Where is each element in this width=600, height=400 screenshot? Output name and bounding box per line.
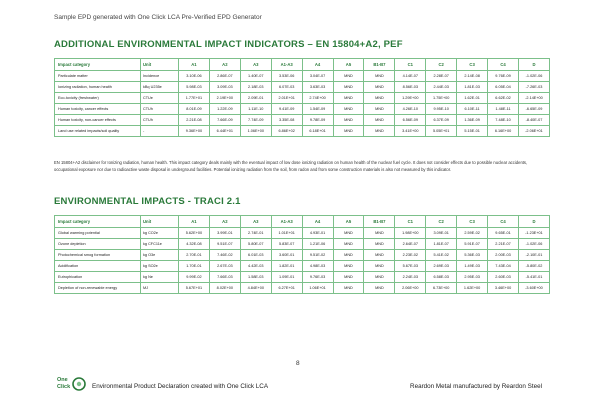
value-cell: 1.29E+00 — [395, 93, 426, 104]
value-cell: MND — [364, 228, 395, 239]
table-row — [55, 261, 550, 272]
impact-category-cell: Land use related impacts/soil quality — [55, 126, 141, 137]
value-cell: 2.64E-07 — [395, 239, 426, 250]
impact-category-cell: Human toxicity, cancer effects — [55, 104, 141, 115]
value-cell: 9.65E-01 — [488, 228, 519, 239]
value-cell: 5.98E-03 — [179, 82, 210, 93]
value-cell: 1.70E-01 — [179, 261, 210, 272]
page-header: Sample EPD generated with One Click LCA Pre-Verified EPD Generator — [54, 14, 262, 21]
value-cell: 2.67E-03 — [209, 261, 240, 272]
value-cell: -1.23E+01 — [518, 228, 549, 239]
value-cell: 5.80E-07 — [240, 239, 271, 250]
value-cell: 1.48E-11 — [488, 104, 519, 115]
value-cell: 4.42E-03 — [240, 261, 271, 272]
value-cell: MND — [364, 272, 395, 283]
table-row — [55, 283, 550, 294]
value-cell: 3.63E-03 — [302, 82, 333, 93]
column-header-c2: C2 — [426, 216, 457, 228]
value-cell: MND — [333, 82, 364, 93]
unit-cell: kg CO2e — [141, 228, 179, 239]
value-cell: 3.09E-01 — [426, 228, 457, 239]
value-cell: 2.44E-03 — [426, 82, 457, 93]
value-cell: 3.60E-01 — [271, 250, 302, 261]
value-cell: 6.05E-04 — [488, 82, 519, 93]
value-cell: -1.02E-06 — [518, 239, 549, 250]
column-header-c3: C3 — [457, 216, 488, 228]
column-header-d: D — [518, 216, 549, 228]
value-cell: 9.41E-09 — [271, 104, 302, 115]
value-cell: 2.14E-08 — [457, 71, 488, 82]
value-cell: MND — [333, 71, 364, 82]
column-header-c1: C1 — [395, 59, 426, 71]
value-cell: 6.01E-03 — [240, 250, 271, 261]
value-cell: 3.99E-01 — [209, 228, 240, 239]
value-cell: 2.21E-08 — [179, 115, 210, 126]
impact-category-cell: Depletion of non-renewable energy — [55, 283, 141, 294]
value-cell: 6.73E+00 — [426, 283, 457, 294]
value-cell: 7.43E-04 — [488, 261, 519, 272]
table-row — [55, 126, 550, 137]
column-header-a1-a3: A1-A3 — [271, 216, 302, 228]
column-header-c3: C3 — [457, 59, 488, 71]
value-cell: 2.18E-03 — [240, 82, 271, 93]
value-cell: 6.07E-03 — [271, 82, 302, 93]
column-header-a5: A5 — [333, 216, 364, 228]
logo-dot-icon — [77, 382, 81, 386]
column-header-a2: A2 — [209, 216, 240, 228]
column-header-a1: A1 — [179, 59, 210, 71]
value-cell: 1.77E+01 — [179, 93, 210, 104]
table-header-row — [55, 216, 550, 228]
value-cell: 3.53E-06 — [271, 71, 302, 82]
column-header-unit: Unit — [141, 59, 179, 71]
value-cell: 7.48E-10 — [488, 115, 519, 126]
value-cell: 2.86E-07 — [209, 71, 240, 82]
unit-cell: kBq U235e — [141, 82, 179, 93]
value-cell: MND — [333, 261, 364, 272]
value-cell: 1.11E-10 — [240, 104, 271, 115]
value-cell: 9.95E-10 — [426, 104, 457, 115]
value-cell: 2.09E-01 — [240, 93, 271, 104]
value-cell: 6.10E-11 — [457, 104, 488, 115]
value-cell: 4.26E-10 — [395, 104, 426, 115]
disclaimer-note: EN 15804+A2 disclaimer for Ionizing radiation, human health. This impact category deals mainly with the eventual impact of low dose ionizing radiation on human health of the nuclear fuel cycle. It does not consider effects due to possible nuclear accidents, occupational exposure nor due to radioactive waste disposal in underground facilities. Potential ionizing radiation from the soil, from radon and from some construction materials is also not measured by this indicator. — [54, 160, 528, 172]
table-row — [55, 115, 550, 126]
unit-cell: kg SO2e — [141, 261, 179, 272]
value-cell: 2.28E-07 — [426, 71, 457, 82]
value-cell: 5.67E+01 — [179, 283, 210, 294]
column-header-c1: C1 — [395, 216, 426, 228]
impact-category-cell: Human toxicity, non-cancer effects — [55, 115, 141, 126]
column-header-a3: A3 — [240, 59, 271, 71]
value-cell: 2.21E-07 — [488, 239, 519, 250]
value-cell: 5.41E-02 — [426, 250, 457, 261]
value-cell: -7.26E-03 — [518, 82, 549, 93]
value-cell: 1.09E-01 — [271, 272, 302, 283]
value-cell: 1.36E-09 — [457, 115, 488, 126]
value-cell: MND — [364, 71, 395, 82]
value-cell: MND — [364, 239, 395, 250]
value-cell: MND — [333, 126, 364, 137]
value-cell: 5.67E-03 — [395, 261, 426, 272]
value-cell: MND — [364, 250, 395, 261]
value-cell: MND — [333, 228, 364, 239]
column-header-a5: A5 — [333, 59, 364, 71]
value-cell: 2.23E-02 — [395, 250, 426, 261]
footer-right-text: Reardon Metal manufactured by Reardon Steel — [410, 383, 542, 390]
value-cell: 1.75E+00 — [426, 93, 457, 104]
one-click-lca-logo — [56, 374, 88, 392]
value-cell: 2.24E-03 — [395, 272, 426, 283]
table-row — [55, 272, 550, 283]
value-cell: MND — [364, 93, 395, 104]
table-row — [55, 250, 550, 261]
value-cell: 1.81E-03 — [457, 82, 488, 93]
value-cell: 5.62E+00 — [179, 228, 210, 239]
value-cell: MND — [333, 239, 364, 250]
unit-cell: MJ — [141, 283, 179, 294]
value-cell: 6.18E+01 — [302, 126, 333, 137]
value-cell: 2.74E+00 — [302, 93, 333, 104]
impact-category-cell: Eco-toxicity (freshwater) — [55, 93, 141, 104]
value-cell: MND — [333, 93, 364, 104]
impact-category-cell: Particulate matter — [55, 71, 141, 82]
column-header-a4: A4 — [302, 216, 333, 228]
value-cell: 1.62E+00 — [457, 283, 488, 294]
value-cell: 9.76E-03 — [302, 272, 333, 283]
logo-text-click: Click — [57, 384, 71, 390]
value-cell: 1.06E+01 — [302, 283, 333, 294]
unit-cell: Incidence — [141, 71, 179, 82]
table-row — [55, 71, 550, 82]
value-cell: 2.95E-03 — [457, 272, 488, 283]
value-cell: 2.19E+00 — [209, 93, 240, 104]
column-header-b1-b7: B1-B7 — [364, 216, 395, 228]
value-cell: 2.74E-01 — [240, 228, 271, 239]
page-number: 8 — [296, 360, 300, 367]
column-header-category: Impact category — [55, 216, 141, 228]
unit-cell: kg CFC11e — [141, 239, 179, 250]
column-header-a3: A3 — [240, 216, 271, 228]
value-cell: MND — [364, 82, 395, 93]
table-row — [55, 93, 550, 104]
value-cell: -2.06E+01 — [518, 126, 549, 137]
additional-indicators-table — [54, 58, 550, 137]
value-cell: 2.70E-01 — [179, 250, 210, 261]
table-row — [55, 239, 550, 250]
value-cell: 1.01E+01 — [271, 228, 302, 239]
value-cell: 1.22E-09 — [209, 104, 240, 115]
section-title-additional-indicators: ADDITIONAL ENVIRONMENTAL IMPACT INDICATORS – EN 15804+A2, PEF — [54, 39, 403, 50]
value-cell: 6.62E-02 — [488, 93, 519, 104]
value-cell: MND — [364, 104, 395, 115]
value-cell: 3.09E-03 — [209, 82, 240, 93]
section-title-traci: ENVIRONMENTAL IMPACTS - TRACI 2.1 — [54, 196, 241, 207]
value-cell: 7.46E-02 — [209, 250, 240, 261]
value-cell: 5.36E-03 — [457, 250, 488, 261]
value-cell: 7.66E-03 — [209, 272, 240, 283]
value-cell: 1.82E-01 — [271, 261, 302, 272]
value-cell: -5.41E-01 — [518, 272, 549, 283]
logo-text-one: One — [57, 377, 68, 383]
column-header-a4: A4 — [302, 59, 333, 71]
value-cell: 3.41E+00 — [395, 126, 426, 137]
impact-category-cell: Eutrophication — [55, 272, 141, 283]
value-cell: 2.01E+01 — [271, 93, 302, 104]
value-cell: 8.56E-03 — [395, 82, 426, 93]
value-cell: -5.80E-02 — [518, 261, 549, 272]
unit-cell: - — [141, 126, 179, 137]
column-header-a1: A1 — [179, 216, 210, 228]
column-header-b1-b7: B1-B7 — [364, 59, 395, 71]
column-header-c4: C4 — [488, 59, 519, 71]
value-cell: -2.14E+00 — [518, 93, 549, 104]
column-header-d: D — [518, 59, 549, 71]
value-cell: 9.51E-07 — [209, 239, 240, 250]
value-cell: 2.69E-03 — [426, 261, 457, 272]
column-header-c2: C2 — [426, 59, 457, 71]
value-cell: 1.98E+00 — [395, 228, 426, 239]
unit-cell: CTUh — [141, 115, 179, 126]
value-cell: 4.84E+00 — [240, 283, 271, 294]
value-cell: 1.06E+00 — [240, 126, 271, 137]
value-cell: 9.78E-09 — [302, 115, 333, 126]
value-cell: MND — [333, 272, 364, 283]
value-cell: 2.00E-03 — [488, 250, 519, 261]
value-cell: MND — [364, 261, 395, 272]
unit-cell: kg O3e — [141, 250, 179, 261]
value-cell: MND — [333, 283, 364, 294]
value-cell: 5.15E-01 — [457, 126, 488, 137]
value-cell: 1.40E-07 — [240, 71, 271, 82]
value-cell: 1.62E-01 — [457, 93, 488, 104]
value-cell: 3.46E+00 — [488, 283, 519, 294]
value-cell: -8.40E-07 — [518, 115, 549, 126]
value-cell: -6.65E-09 — [518, 104, 549, 115]
value-cell: 5.05E+01 — [426, 126, 457, 137]
impact-category-cell: Photochemical smog formation — [55, 250, 141, 261]
value-cell: 9.36E+00 — [179, 126, 210, 137]
value-cell: 8.01E-09 — [179, 104, 210, 115]
value-cell: 4.98E-03 — [302, 261, 333, 272]
value-cell: 1.49E-03 — [457, 261, 488, 272]
table-header-row — [55, 59, 550, 71]
unit-cell: kg Ne — [141, 272, 179, 283]
impact-category-cell: Global warming potential — [55, 228, 141, 239]
value-cell: -2.10E-01 — [518, 250, 549, 261]
value-cell: 1.58E-03 — [240, 272, 271, 283]
value-cell: 6.44E+01 — [209, 126, 240, 137]
value-cell: 7.74E-09 — [240, 115, 271, 126]
value-cell: MND — [364, 126, 395, 137]
value-cell: -3.60E+00 — [518, 283, 549, 294]
impact-category-cell: Ozone depletion — [55, 239, 141, 250]
value-cell: 9.99E-02 — [179, 272, 210, 283]
value-cell: 8.02E+00 — [209, 283, 240, 294]
value-cell: 6.86E+02 — [271, 126, 302, 137]
value-cell: MND — [364, 283, 395, 294]
value-cell: MND — [364, 115, 395, 126]
value-cell: 6.16E+00 — [488, 126, 519, 137]
value-cell: 4.32E-08 — [179, 239, 210, 250]
column-header-a1-a3: A1-A3 — [271, 59, 302, 71]
value-cell: MND — [333, 115, 364, 126]
value-cell: 1.54E-09 — [302, 104, 333, 115]
value-cell: 2.06E+00 — [395, 283, 426, 294]
value-cell: 2.59E-02 — [457, 228, 488, 239]
value-cell: 3.35E-08 — [271, 115, 302, 126]
value-cell: 6.37E-09 — [426, 115, 457, 126]
footer-left-text: Environmental Product Declaration created with One Click LCA — [92, 383, 269, 390]
unit-cell: CTUh — [141, 104, 179, 115]
value-cell: 1.21E-06 — [302, 239, 333, 250]
table-row — [55, 228, 550, 239]
value-cell: 3.10E-06 — [179, 71, 210, 82]
value-cell: 6.56E-09 — [395, 115, 426, 126]
value-cell: 6.27E+01 — [271, 283, 302, 294]
value-cell: 4.14E-07 — [395, 71, 426, 82]
column-header-c4: C4 — [488, 216, 519, 228]
value-cell: 7.66E-09 — [209, 115, 240, 126]
table-row — [55, 104, 550, 115]
column-header-a2: A2 — [209, 59, 240, 71]
value-cell: 9.76E-09 — [488, 71, 519, 82]
value-cell: 5.91E-07 — [457, 239, 488, 250]
value-cell: 4.93E-01 — [302, 228, 333, 239]
value-cell: 9.51E-02 — [302, 250, 333, 261]
value-cell: 3.04E-07 — [302, 71, 333, 82]
column-header-category: Impact category — [55, 59, 141, 71]
traci-impacts-table — [54, 215, 550, 294]
value-cell: 1.81E-07 — [426, 239, 457, 250]
unit-cell: CTUe — [141, 93, 179, 104]
value-cell: MND — [333, 250, 364, 261]
impact-category-cell: Ionizing radiation, human health — [55, 82, 141, 93]
impact-category-cell: Acidification — [55, 261, 141, 272]
value-cell: 6.58E-03 — [426, 272, 457, 283]
value-cell: -1.02E-06 — [518, 71, 549, 82]
value-cell: MND — [333, 104, 364, 115]
table-row — [55, 82, 550, 93]
column-header-unit: Unit — [141, 216, 179, 228]
value-cell: 5.83E-07 — [271, 239, 302, 250]
value-cell: 2.60E-03 — [488, 272, 519, 283]
